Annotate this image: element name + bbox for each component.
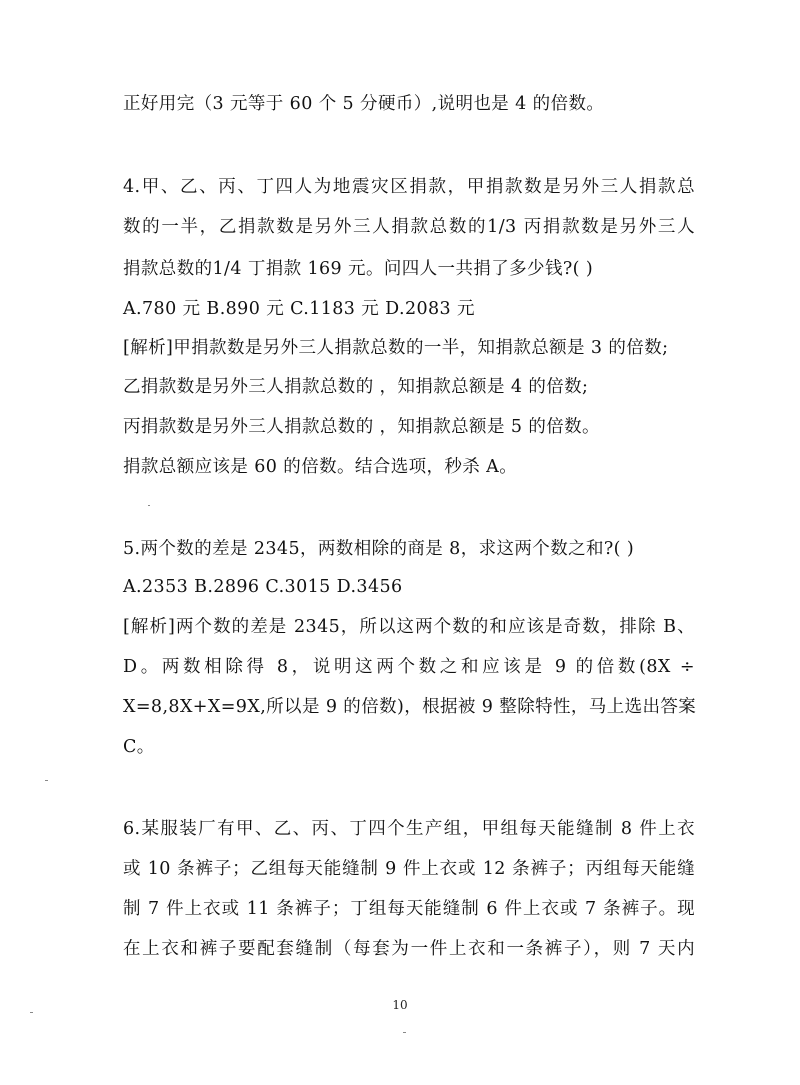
question-6-stem-line-3: 制 7 件上衣或 11 条裤子；丁组每天能缝制 6 件上衣或 7 条裤子。现 — [123, 899, 695, 919]
question-5-options: A.2353 B.2896 C.3015 D.3456 — [123, 577, 403, 597]
question-6-stem-line-4: 在上衣和裤子要配套缝制（每套为一件上衣和一条裤子），则 7 天内 — [123, 939, 695, 959]
question-6-stem-line-1: 6.某服装厂有甲、乙、丙、丁四个生产组，甲组每天能缝制 8 件上衣 — [123, 819, 695, 839]
question-4-stem-line-3: 捐款总数的1/4 丁捐款 169 元。问四人一共捐了多少钱?( ) — [123, 259, 594, 279]
scan-speck — [148, 505, 150, 506]
continuation-line: 正好用完（3 元等于 60 个 5 分硬币）,说明也是 4 的倍数。 — [123, 94, 605, 114]
question-4-options: A.780 元 B.890 元 C.1183 元 D.2083 元 — [123, 299, 475, 319]
question-4-analysis-line-4: 捐款总额应该是 60 的倍数。结合选项，秒杀 A。 — [123, 457, 518, 477]
question-5-analysis-line-3: X=8,8X+X=9X,所以是 9 的倍数)，根据被 9 整除特性，马上选出答案 — [123, 697, 697, 717]
scan-speck — [30, 1012, 33, 1013]
scan-speck — [403, 1032, 406, 1033]
question-6-stem-line-2: 或 10 条裤子；乙组每天能缝制 9 件上衣或 12 条裤子；丙组每天能缝 — [123, 859, 695, 879]
question-4-analysis-line-1: [解析]甲捐款数是另外三人捐款总数的一半，知捐款总额是 3 的倍数; — [123, 338, 669, 358]
question-4-stem-line-2: 数的一半，乙捐款数是另外三人捐款总数的1/3 丙捐款数是另外三人 — [123, 217, 695, 237]
question-5-analysis-line-4: C。 — [123, 737, 155, 757]
question-4-stem-line-1: 4.甲、乙、丙、丁四人为地震灾区捐款，甲捐款数是另外三人捐款总 — [123, 177, 695, 197]
question-5-stem: 5.两个数的差是 2345，两数相除的商是 8，求这两个数之和?( ) — [123, 539, 635, 559]
question-5-analysis-line-1: [解析]两个数的差是 2345，所以这两个数的和应该是奇数，排除 B、 — [123, 617, 695, 637]
question-4-analysis-line-3: 丙捐款数是另外三人捐款总数的 ，知捐款总额是 5 的倍数。 — [123, 417, 600, 437]
question-5-analysis-line-2: D。两数相除得 8，说明这两个数之和应该是 9 的倍数(8X ÷ — [123, 657, 695, 677]
page-number: 10 — [392, 998, 408, 1012]
scan-speck — [45, 780, 48, 781]
question-4-analysis-line-2: 乙捐款数是另外三人捐款总数的 ，知捐款总额是 4 的倍数; — [123, 377, 589, 397]
